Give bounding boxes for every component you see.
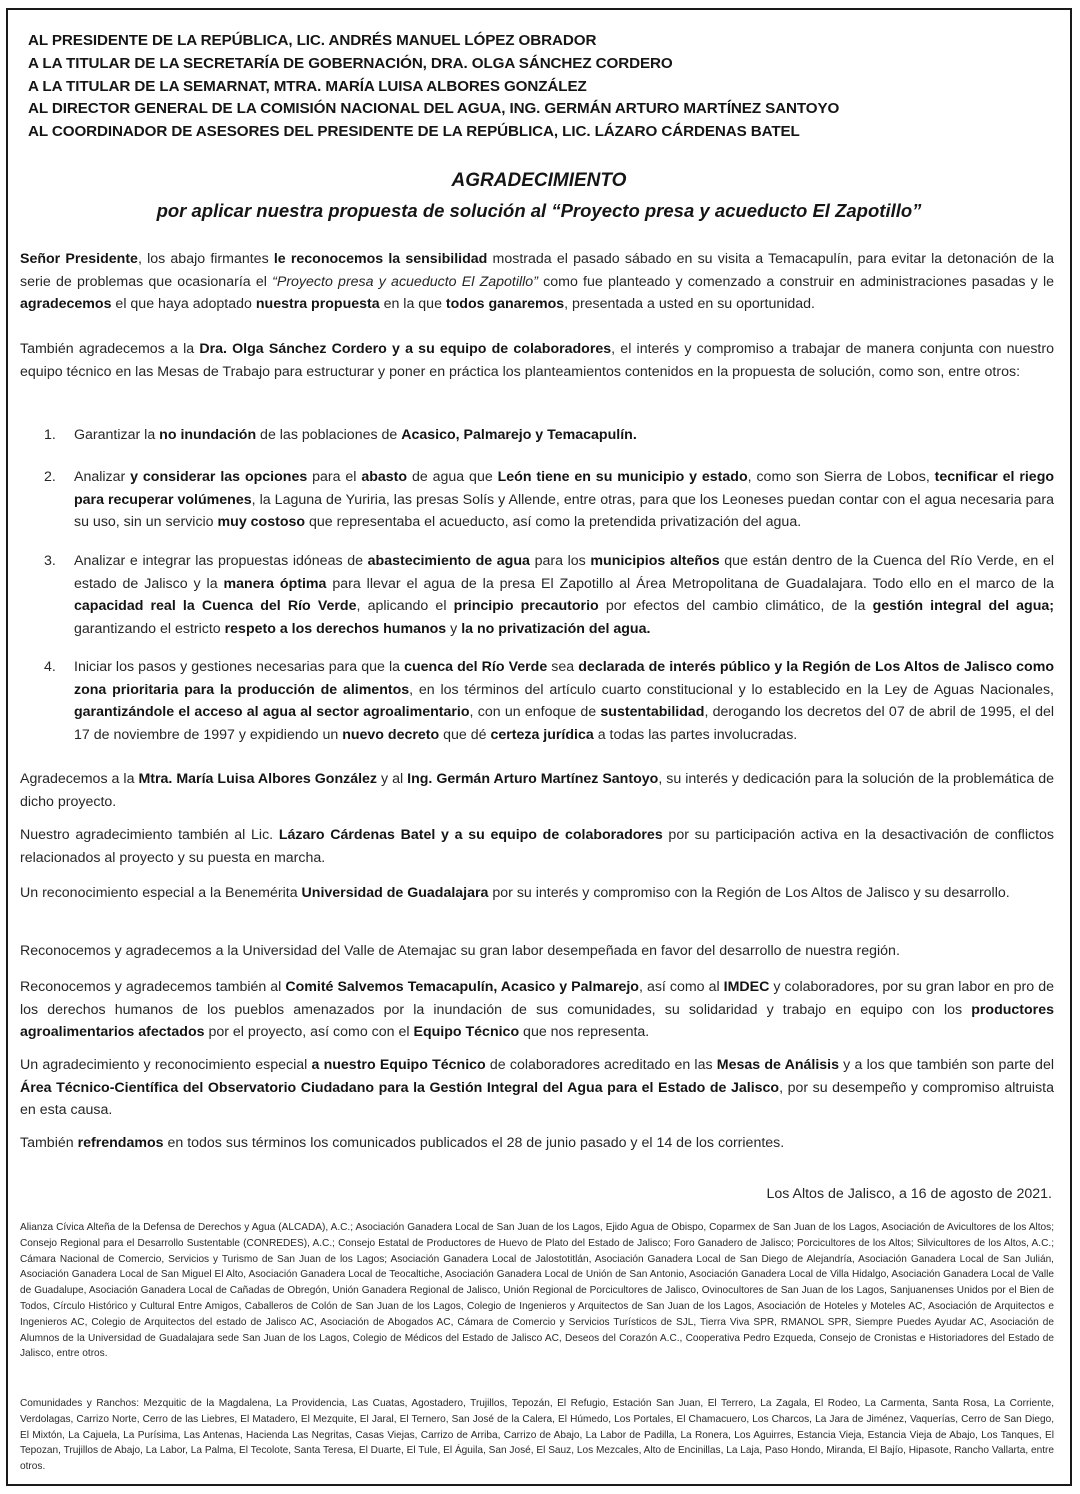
place-and-date: Los Altos de Jalisco, a 16 de agosto de 2021. xyxy=(766,1186,1052,1202)
addressee-line: AL DIRECTOR GENERAL DE LA COMISIÓN NACIONAL DEL AGUA, ING. GERMÁN ARTURO MARTÍNEZ SANTOYO xyxy=(28,100,840,118)
paragraph-udg: Un reconocimiento especial a la Benemérita Universidad de Guadalajara por su interés y compromiso con la Región de Los Altos de Jalisco y su desarrollo. xyxy=(20,885,1010,901)
paragraph-equipo-tecnico: Un agradecimiento y reconocimiento especial a nuestro Equipo Técnico de colaboradores acreditado en las Mesas de Análisis y a los que también son parte del Área Técnico-Científica del Observatorio Ciudadano para la Gestión Integral del Agua para el Estado de Jalisco, por su desempeño y compromiso altruista en esta causa. xyxy=(20,1057,1054,1119)
paragraph-comite: Reconocemos y agradecemos también al Comité Salvemos Temacapulín, Acasico y Palmarejo, así como al IMDEC y colaboradores, por su gran labor en pro de los derechos humanos de los pueblos amenazados por la inundación de sus comunidades, su solidaridad y trabajo en equipo con los productores agroalimentarios afectados por el proyecto, así como con el Equipo Técnico que nos representa. xyxy=(20,979,1054,1041)
list-item-1: 1. Garantizar la no inundación de las poblaciones de Acasico, Palmarejo y Temacapulín. xyxy=(74,424,1054,447)
addressee-line: A LA TITULAR DE LA SECRETARÍA DE GOBERNACIÓN, DRA. OLGA SÁNCHEZ CORDERO xyxy=(28,54,673,72)
addressee-line: AL PRESIDENTE DE LA REPÚBLICA, LIC. ANDRÉS MANUEL LÓPEZ OBRADOR xyxy=(28,32,597,49)
list-number: 4. xyxy=(44,659,56,675)
list-item-4: 4. Iniciar los pasos y gestiones necesarias para que la cuenca del Río Verde sea declarada de interés público y la Región de Los Altos de Jalisco como zona prioritaria para la producción de alimentos, en los términos del artículo cuarto constitucional y lo establecido en la Ley de Aguas Nacionales, garantizándole el acceso al agua al sector agroalimentario, con un enfoque de sustentabilidad, derogando los decretos del 07 de abril de 1995, el del 17 de noviembre de 1997 y expidiendo un nuevo decreto que dé certeza jurídica a todas las partes involucradas. xyxy=(74,656,1054,746)
list-number: 1. xyxy=(44,427,56,443)
communities-list: Comunidades y Ranchos: Mezquitic de la Magdalena, La Providencia, Las Cuatas, Agostadero, Trujillos, Tepozán, El Refugio, Estación San Juan, El Terrero, La Zagala, El Rodeo, La Carmenta, Santa Rosa, La Corriente, Verdolagas, Carrizo Norte, Cerro de las Liebres, El Matadero, El Mezquite, El Jaral, El Ternero, San José de la Calera, El Húmedo, Los Portales, El Chamacuero, Los Charcos, La Jara de Jiménez, Vaquerías, Cerro de San Diego, El Mixtón, La Cajuela, La Purísima, Las Antenas, Hacienda Las Negritas, Casas Viejas, Carrizo de Arriba, Carrizo de Abajo, La Labor de Padilla, La Ronera, Los Aguirres, Estancia Vieja, Estancia Vieja de Abajo, Los Tanques, El Tepozan, Trujillos de Abajo, La Labor, La Palma, El Tecolote, Santa Teresa, El Duarte, El Tule, El Águila, San José, El Sauz, Los Mezcales, Alto de Encinillas, La Laja, Paso Hondo, Miranda, El Bajío, Hipasote, Rancho Vallarta, entre otros. xyxy=(20,1398,1054,1473)
addressee-line: AL COORDINADOR DE ASESORES DEL PRESIDENTE DE LA REPÚBLICA, LIC. LÁZARO CÁRDENAS BATEL xyxy=(28,123,800,141)
paragraph-segob: También agradecemos a la Dra. Olga Sánchez Cordero y a su equipo de colaboradores, el interés y compromiso a trabajar de manera conjunta con nuestro equipo técnico en las Mesas de Trabajo para estructurar y poner en práctica los planteamientos contenidos en la propuesta de solución, como son, entre otros: xyxy=(20,341,1054,380)
paragraph-semarnat-conagua: Agradecemos a la Mtra. María Luisa Albores González y al Ing. Germán Arturo Martínez Santoyo, su interés y dedicación para la solución de la problemática de dicho proyecto. xyxy=(20,771,1055,810)
list-item-2: 2. Analizar y considerar las opciones para el abasto de agua que León tiene en su municipio y estado, como son Sierra de Lobos, tecnificar el riego para recuperar volúmenes, la Laguna de Yuriria, las presas Solís y Allende, entre otras, para que los Leoneses puedan contar con el agua necesaria para su uso, sin un servicio muy costoso que representaba el acueducto, así como la pretendida privatización del agua. xyxy=(74,466,1054,534)
list-number: 2. xyxy=(44,469,56,485)
addressee-line: A LA TITULAR DE LA SEMARNAT, MTRA. MARÍA LUISA ALBORES GONZÁLEZ xyxy=(28,77,587,95)
letter-title: AGRADECIMIENTO xyxy=(451,170,627,191)
list-number: 3. xyxy=(44,553,56,569)
letter-page xyxy=(6,8,1072,1486)
paragraph-univa: Reconocemos y agradecemos a la Universidad del Valle de Atemajac su gran labor desempeñada en favor del desarrollo de nuestra región. xyxy=(20,943,900,959)
addressee-block xyxy=(28,30,1048,144)
paragraph-cardenas: Nuestro agradecimiento también al Lic. Lázaro Cárdenas Batel y a su equipo de colaboradores por su participación activa en la desactivación de conflictos relacionados al proyecto y su puesta en marcha. xyxy=(20,827,1054,866)
paragraph-refrendamos: También refrendamos en todos sus términos los comunicados publicados el 28 de junio pasado y el 14 de los corrientes. xyxy=(20,1135,785,1151)
paragraph-president: Señor Presidente, los abajo firmantes le reconocemos la sensibilidad mostrada el pasado sábado en su visita a Temacapulín, para evitar la detonación de la serie de problemas que ocasionaría el “Proyecto presa y acueducto El Zapotillo” como fue planteado y comenzado a construir en administraciones pasadas y le agradecemos el que haya adoptado nuestra propuesta en la que todos ganaremos, presentada a usted en su oportunidad. xyxy=(20,251,1054,313)
list-item-3: 3. Analizar e integrar las propuestas idóneas de abastecimiento de agua para los municipios alteños que están dentro de la Cuenca del Río Verde, en el estado de Jalisco y la manera óptima para llevar el agua de la presa El Zapotillo al Área Metropolitana de Guadalajara. Todo ello en el marco de la capacidad real la Cuenca del Río Verde, aplicando el principio precautorio por efectos del cambio climático, de la gestión integral del agua; garantizando el estricto respeto a los derechos humanos y la no privatización del agua. xyxy=(74,550,1054,640)
letter-subtitle: por aplicar nuestra propuesta de solución al “Proyecto presa y acueducto El Zapotillo” xyxy=(156,200,922,221)
signatories-list: Alianza Cívica Alteña de la Defensa de Derechos y Agua (ALCADA), A.C.; Asociación Ganadera Local de San Juan de los Lagos, Ejido Agua de Obispo, Coparmex de San Juan de los Lagos, Asociación de Avicultores de los Altos; Consejo Regional para el Desarrollo Sustentable (CONREDES), A.C.; Consejo Estatal de Productores de Huevo de Plato del Estado de Jalisco; Foro Ganadero de Jalisco; Porcicultores de los Altos; Silvicultores de los Altos, A.C.; Cámara Nacional de Comercio, Servicios y Turismo de San Juan de los Lagos; Asociación Ganadera Local de Jalostotitlán, Asociación Ganadera Local de San Diego de Alejandría, Asociación Ganadera Local de San Julián, Asociación Ganadera Local de San Miguel El Alto, Asociación Ganadera Local de Teocaltiche, Asociación Ganadera Local de Unión de San Antonio, Asociación Ganadera Local de Villa Hidalgo, Asociación Ganadera Local de Valle de Guadalupe, Asociación Ganadera Local de Cañadas de Obregón, Unión Ganadera Regional de Jalisco, Unión Regional de Porcicultores de Jalisco, Ovinocultores de San Juan de los Lagos, Sanjuanenses Unidos por el Bien de Todos, Círculo Histórico y Cultural Entre Amigos, Caballeros de Colón de San Juan de los Lagos, Colegio de Ingenieros y Arquitectos de San Juan de los Lagos, Asociación de Hoteles y Moteles AC, Asociación de Arquitectos e Ingenieros AC, Colegio de Arquitectos del estado de Jalisco AC, Asociación de Abogados AC, Cámara de Comercio y Servicios Turísticos de SJL, Tierra Viva SPR, RMANOL SPR, Siempre Puedes Ayudar AC, Asociación de Alumnos de la Universidad de Guadalajara sede San Juan de los Lagos, Colegio de Médicos del Estado de Jalisco AC, Deseos del Corazón A.C., Cooperativa Pedro Ezqueda, Consejo de Cronistas e Historiadores del Estado de Jalisco, entre otros. xyxy=(20,1222,1054,1360)
